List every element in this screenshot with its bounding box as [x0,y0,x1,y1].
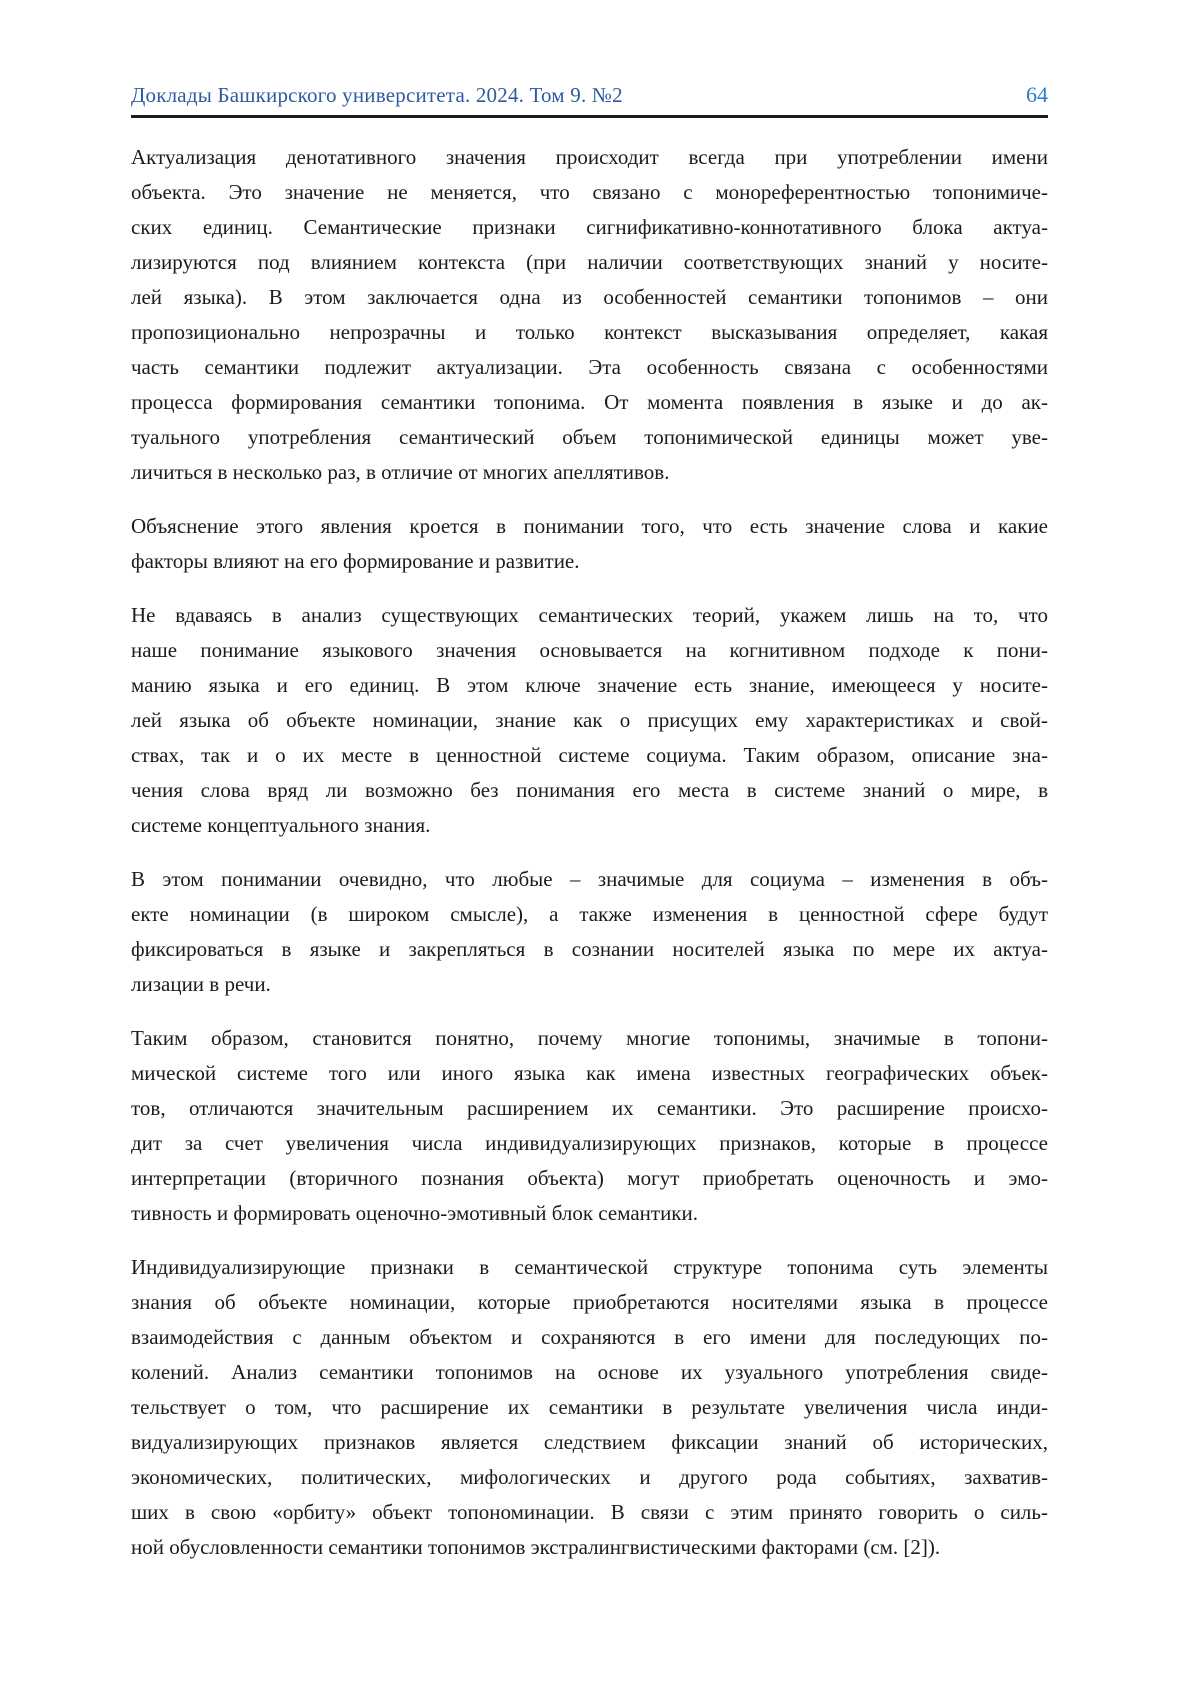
text-line: экономических, политических, мифологических и другого рода событиях, захватив- [131,1465,1048,1489]
text-line: Индивидуализирующие признаки в семантической структуре топонима суть элементы [131,1255,1048,1279]
text-line: Актуализация денотативного значения происходит всегда при употреблении имени [131,145,1048,169]
text-line: факторы влияют на его формирование и развитие. [131,549,580,573]
paragraph-2 [131,509,1048,579]
text-line: фиксироваться в языке и закрепляться в сознании носителей языка по мере их актуа- [131,937,1048,961]
text-line: видуализирующих признаков является следствием фиксации знаний об исторических, [131,1430,1048,1454]
text-line: Не вдаваясь в анализ существующих семантических теорий, укажем лишь на то, что [131,603,1048,627]
text-line: часть семантики подлежит актуализации. Эта особенность связана с особенностями [131,355,1048,379]
text-line: интерпретации (вторичного познания объекта) могут приобретать оценочность и эмо- [131,1166,1048,1190]
text-line: мической системе того или иного языка как имена известных географических объек- [131,1061,1048,1085]
text-line: ших в свою «орбиту» объект топономинации. В связи с этим принято говорить о силь- [131,1500,1048,1524]
page-number: 64 [1026,82,1048,107]
text-line: Таким образом, становится понятно, почему многие топонимы, значимые в топони- [131,1026,1048,1050]
paragraph-4 [131,862,1048,1002]
text-line: объекта. Это значение не меняется, что связано с монореферентностью топонимиче- [131,180,1048,204]
text-line: чения слова вряд ли возможно без понимания его места в системе знаний о мире, в [131,778,1048,802]
text-line: лизируются под влиянием контекста (при наличии соответствующих знаний у носите- [131,250,1048,274]
paragraph-5 [131,1021,1048,1231]
text-line: тельствует о том, что расширение их семантики в результате увеличения числа инди- [131,1395,1048,1419]
text-line: В этом понимании очевидно, что любые – значимые для социума – изменения в объ- [131,867,1048,891]
text-line: лизации в речи. [131,972,271,996]
text-line: дит за счет увеличения числа индивидуализирующих признаков, которые в процессе [131,1131,1048,1155]
article-body [131,140,1048,1584]
text-line: екте номинации (в широком смысле), а также изменения в ценностной сфере будут [131,902,1048,926]
text-line: тов, отличаются значительным расширением их семантики. Это расширение происхо- [131,1096,1048,1120]
text-line: Объяснение этого явления кроется в понимании того, что есть значение слова и какие [131,514,1048,538]
text-line: лей языка об объекте номинации, знание как о присущих ему характеристиках и свой- [131,708,1048,732]
text-line: колений. Анализ семантики топонимов на основе их узуального употребления свиде- [131,1360,1048,1384]
journal-title: Доклады Башкирского университета. 2024. Том 9. №2 [131,83,623,107]
text-line: пропозиционально непрозрачны и только контекст высказывания определяет, какая [131,320,1048,344]
text-line: системе концептуального знания. [131,813,431,837]
text-line: ной обусловленности семантики топонимов экстралингвистическими факторами (см. [2]). [131,1535,941,1559]
page-header [131,82,1048,108]
text-line: лей языка). В этом заключается одна из особенностей семантики топонимов – они [131,285,1048,309]
text-line: наше понимание языкового значения основывается на когнитивном подходе к пони- [131,638,1048,662]
text-line: личиться в несколько раз, в отличие от многих апеллятивов. [131,460,670,484]
paragraph-1 [131,140,1048,490]
text-line: знания об объекте номинации, которые приобретаются носителями языка в процессе [131,1290,1048,1314]
text-line: тивность и формировать оценочно-эмотивный блок семантики. [131,1201,698,1225]
text-line: туального употребления семантический объем топонимической единицы может уве- [131,425,1048,449]
text-line: процесса формирования семантики топонима. От момента появления в языке и до ак- [131,390,1048,414]
header-rule [131,115,1048,118]
text-line: ских единиц. Семантические признаки сигнификативно-коннотативного блока актуа- [131,215,1048,239]
text-line: манию языка и его единиц. В этом ключе значение есть знание, имеющееся у носите- [131,673,1048,697]
text-line: взаимодействия с данным объектом и сохраняются в его имени для последующих по- [131,1325,1048,1349]
paragraph-6 [131,1250,1048,1565]
text-line: ствах, так и о их месте в ценностной системе социума. Таким образом, описание зна- [131,743,1048,767]
paragraph-3 [131,598,1048,843]
